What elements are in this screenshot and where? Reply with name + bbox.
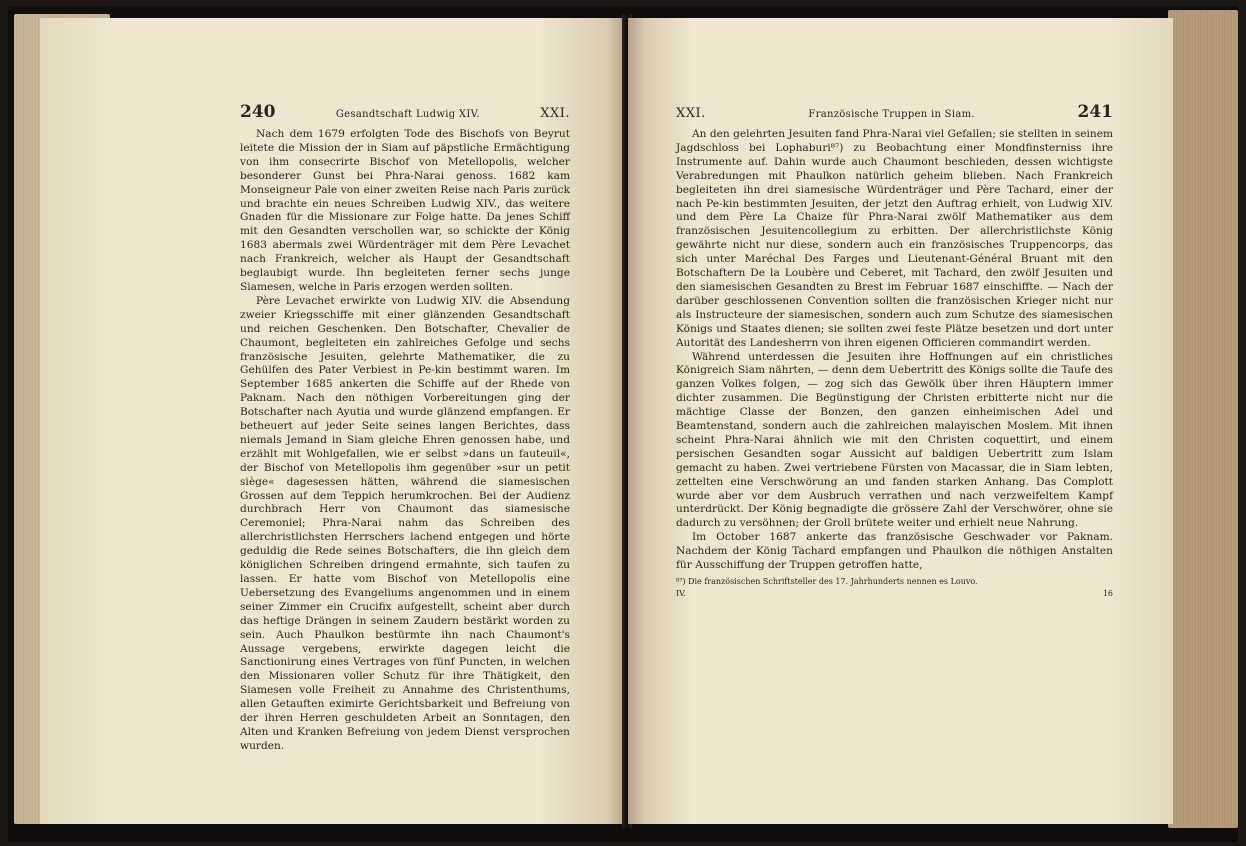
paragraph: Nach dem 1679 erfolgten Tode des Bischofs von Beyrut leitete die Mission der in Siam auf päpstliche Ermächtigung von ihm consecrirte Bischof von Metellopolis, welcher besonderer Gunst bei Phra-Narai genoss. 1682 kam Monseigneur Pale von einer zweiten Reise nach Paris zurück und brachte ein neues Schreiben Ludwig XIV., das weitere Gnaden für die Missionare zur Folge hatte. Da jenes Schiff mit den Gesandten verschollen war, so schickte der König 1683 abermals zwei Würdenträger mit dem Père Levachet nach Frankreich, welcher als Haupt der Gesandtschaft beglaubigt wurde. Ihn begleiteten ferner sechs junge Siamesen, welche in Paris erzogen werden sollten.	[240, 128, 570, 293]
page-number: 240	[240, 102, 276, 122]
page-edges-right	[1168, 10, 1238, 828]
right-page-header	[676, 102, 1113, 122]
left-page	[40, 18, 625, 824]
left-page-header	[240, 102, 570, 122]
paragraph: Im October 1687 ankerte das französische Geschwader vor Paknam. Nachdem der König Tachard empfangen und Phaulkon die nöthigen Anstalten für Ausschiffung der Truppen getroffen hatte,	[676, 531, 1113, 572]
signature-volume: IV.	[676, 589, 687, 598]
chapter-number: XXI.	[540, 106, 570, 121]
left-page-text	[240, 128, 570, 754]
right-page-text	[676, 128, 1113, 573]
paragraph: An den gelehrten Jesuiten fand Phra-Narai viel Gefallen; sie stellten in seinem Jagdschloss bei Lophaburi⁸⁷) zu Beobachtung einer Mondfinsterniss ihre Instrumente auf. Dahin wurde auch Chaumont beschieden, dessen wichtigste Verabredungen mit Phaulkon natürlich geheim blieben. Nach Frankreich begleiteten ihn drei siamesische Würdenträger und Père Tachard, einer der nach Pe-kin bestimmten Jesuiten, der jetzt den Auftrag erhielt, von Ludwig XIV. und dem Père La Chaize für Phra-Narai zwölf Mathematiker aus dem französischen Jesuitencollegium zu erbitten. Der allerchristlichste König gewährte nicht nur diese, sondern auch ein französisches Truppencorps, das sich unter Maréchal Des Farges und Lieutenant-Général Bruant mit den Botschaftern De la Loubère und Ceberet, mit Tachard, den zwölf Jesuiten und den siamesischen Gesandten zu Brest im Februar 1687 einschiffte. — Nach der darüber geschlossenen Convention sollten die französischen Krieger nicht nur als Instructeure der siamesischen, sondern auch zum Schutze des siamesischen Königs und Staates dienen; sie sollten zwei feste Plätze besetzen und dort unter Autorität des Landesherrn von ihren eigenen Officieren commandirt werden.	[676, 128, 1114, 349]
paragraph: Während unterdessen die Jesuiten ihre Hoffnungen auf ein christliches Königreich Siam nährten, — denn dem Uebertritt des Königs sollte die Taufe des ganzen Volkes folgen, — zog sich das Gewölk über ihren Häuptern immer dichter zusammen. Die Begünstigung der Christen erbitterte nicht nur die mächtige Classe der Bonzen, den ganzen einheimischen Adel und Beamtenstand, sondern auch die zahlreichen malayischen Moslem. Mit ihnen scheint Phra-Narai ähnlich wie mit den Christen coquettirt, und einem persischen Gesandten sogar Aussicht auf baldigen Uebertritt zum Islam gemacht zu haben. Zwei vertriebene Fürsten von Macassar, die in Siam lebten, zettelten eine Verschwörung an und fanden starken Anhang. Das Complott wurde aber vor dem Ausbruch verrathen und nach verzweifeltem Kampf unterdrückt. Der König begnadigte die grössere Zahl der Verschwörer, ohne sie dadurch zu versöhnen; der Groll brütete weiter und erhielt neue Nahrung.	[676, 350, 1113, 530]
signature-number: 16	[1102, 589, 1113, 598]
page-number: 241	[1077, 102, 1113, 122]
chapter-number: XXI.	[676, 106, 706, 121]
signature-line	[676, 589, 1113, 598]
right-page	[628, 18, 1173, 824]
footnote: ⁸⁷) Die französischen Schriftsteller des 17. Jahrhunderts nennen es Louvo.	[676, 577, 978, 586]
running-head: Französische Truppen in Siam.	[808, 109, 975, 120]
paragraph: Père Levachet erwirkte von Ludwig XIV. die Absendung zweier Kriegsschiffe mit einer glänzenden Gesandtschaft und reichen Geschenken. Den Botschafter, Chevalier de Chaumont, begleiteten ein zahlreiches Gefolge und sechs französische Jesuiten, gelehrte Mathematiker, die zu Gehülfen des Pater Verbiest in Pe-kin bestimmt waren. Im September 1685 ankerten die Schiffe auf der Rhede von Paknam. Nach den nöthigen Vorbereitungen ging der Botschafter nach Ayutia und wurde glänzend empfangen. Er betheuert auf jeder Seite seines langen Berichtes, dass niemals Jemand in Siam gleiche Ehren genossen habe, und erzählt mit Wohlgefallen, wie er selbst »dans un fauteuil«, der Bischof von Metellopolis ihm gegenüber »sur un petit siège« dagesessen hätten, während die siamesischen Grossen auf dem Teppich herumkrochen. Bei der Audienz durchbrach Herr von Chaumont das siamesische Ceremoniel; Phra-Narai nahm das Schreiben des allerchristlichsten Herrschers lachend entgegen und hörte geduldig die Rede seines Botschafters, die ihn gleich dem königlichen Schreiben dringend ermahnte, sich taufen zu lassen. Er hatte vom Bischof von Metellopolis eine Uebersetzung des Evangeliums angenommen und in einem seiner Zimmer ein Crucifix aufgestellt, scheint aber durch das heftige Drängen in seinem Zaudern bestärkt worden zu sein. Auch Phaulkon bestürmte ihn nach Chaumont's Aussage vergebens, erwirkte dagegen leicht die Sanctionirung eines Vertrages von fünf Puncten, in welchen den Missionaren voller Schutz für ihre Thätigkeit, den Siamesen volle Freiheit zu Annahme des Christenthums, allen Getauften eximirte Gerichtsbarkeit und Befreiung von der ihren Herren geschuldeten Arbeit an Sonntagen, den Alten und Kranken Befreiung von jedem Dienst versprochen wurden.	[240, 294, 570, 752]
running-head: Gesandtschaft Ludwig XIV.	[335, 109, 480, 120]
